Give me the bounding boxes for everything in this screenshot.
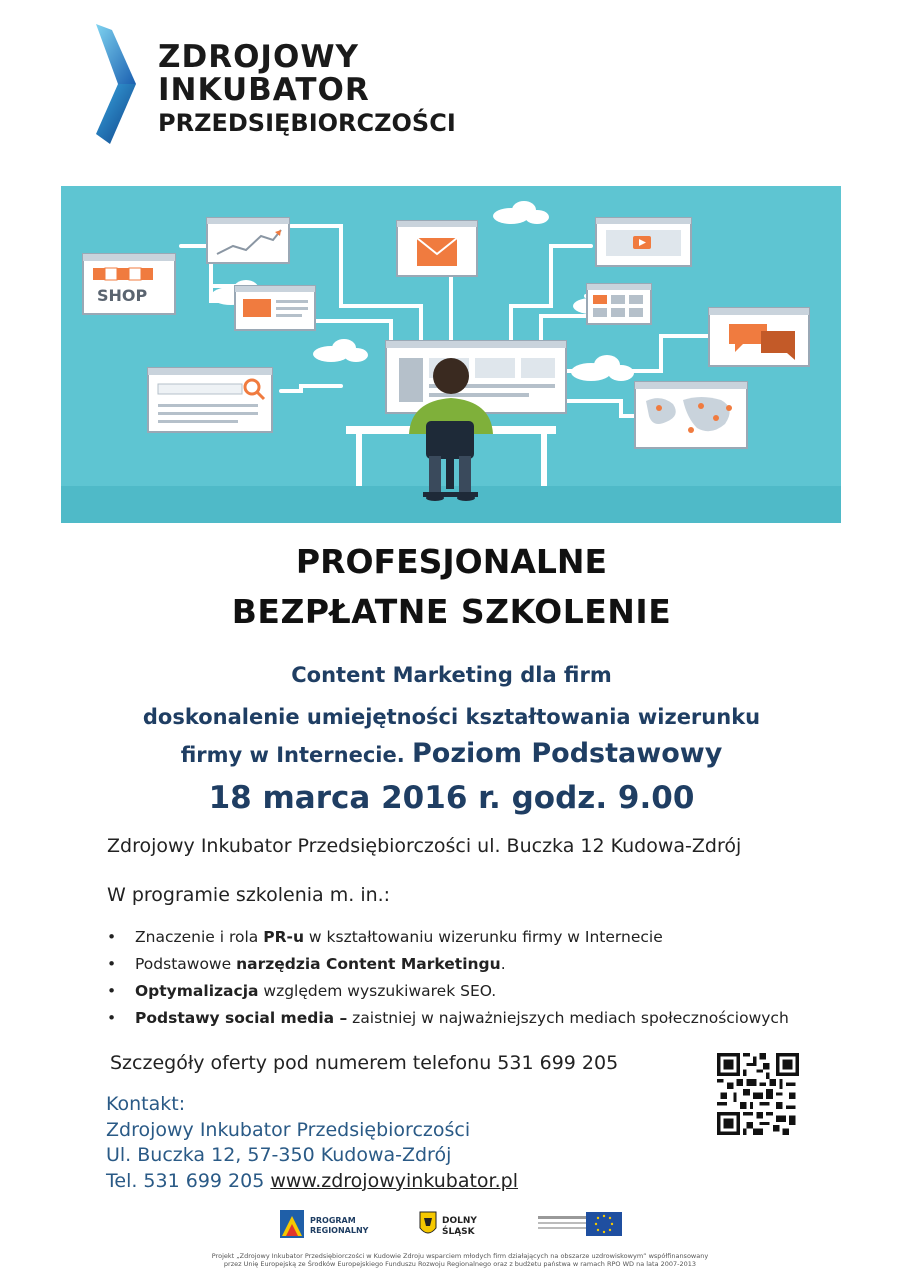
course-description-line-2 (0, 738, 903, 769)
footer-note-line-1: Projekt „Zdrojowy Inkubator Przedsiębiorczości w Kudowie Zdroju wsparciem młodych firm działających na obszarze uzdrowiskowym” współfinansowany (211, 1252, 709, 1260)
footer-note-line-2: przez Unię Europejską ze Środków Europejskiego Funduszu Rozwoju Regionalnego oraz z budżetu państwa w ramach RPO WD na lata 2007-2013 (223, 1260, 697, 1268)
footer-note (150, 1252, 770, 1268)
list-item: • Podstawy social media – zaistniej w najważniejszych mediach społecznościowych (107, 1009, 789, 1027)
contact-phone: Tel. 531 699 205 (106, 1169, 271, 1192)
eu-flag-logo (538, 1212, 622, 1236)
list-item: • Znaczenie i rola PR-u w kształtowaniu wizerunku firmy w Internecie (107, 928, 663, 946)
contact-label: Kontakt: (106, 1093, 186, 1115)
qr-code-icon[interactable] (717, 1053, 799, 1135)
program-regionalny-line-1: PROGRAM (310, 1216, 356, 1225)
course-level: Poziom Podstawowy (412, 738, 723, 769)
contact-street: Ul. Buczka 12, 57-350 Kudowa-Zdrój (106, 1144, 452, 1166)
program-intro: W programie szkolenia m. in.: (107, 884, 391, 906)
course-description-line-1: doskonalenie umiejętności kształtowania wizerunku (142, 705, 761, 729)
logo-mark-icon (88, 22, 146, 147)
course-description-text: firmy w Internecie. (180, 743, 405, 767)
event-date: 18 marca 2016 r. godz. 9.00 (208, 780, 695, 816)
course-title: Content Marketing dla firm (291, 663, 612, 687)
program-list (107, 926, 807, 1034)
dolny-slask-logo (420, 1212, 477, 1237)
logo-line-1: ZDROJOWY (158, 39, 359, 75)
title-line-2: BEZPŁATNE SZKOLENIE (231, 592, 672, 631)
phone-details: Szczegóły oferty pod numerem telefonu 531 699 205 (110, 1052, 619, 1074)
logo-line-2: INKUBATOR (158, 72, 370, 108)
dolny-slask-line-1: DOLNY (442, 1216, 477, 1226)
program-regionalny-logo (280, 1210, 369, 1238)
bullet-icon: • (107, 928, 117, 946)
dolny-slask-line-2: ŚLĄSK (442, 1227, 475, 1237)
bullet-icon: • (107, 955, 117, 973)
contact-phone-line (106, 1169, 518, 1195)
shop-label: SHOP (97, 286, 148, 305)
bullet-icon: • (107, 1009, 117, 1027)
contact-organization: Zdrojowy Inkubator Przedsiębiorczości (106, 1118, 471, 1141)
hero-illustration (61, 186, 841, 523)
content-marketing-illustration (61, 186, 841, 523)
bullet-icon: • (107, 982, 117, 1000)
logo (88, 22, 456, 147)
event-address: Zdrojowy Inkubator Przedsiębiorczości ul. Buczka 12 Kudowa-Zdrój (107, 835, 742, 857)
list-item: • Podstawowe narzędzia Content Marketingu. (107, 955, 506, 973)
list-item: • Optymalizacja względem wyszukiwarek SEO. (107, 982, 497, 1000)
website-link[interactable]: www.zdrojowyinkubator.pl (270, 1169, 519, 1192)
program-regionalny-line-2: REGIONALNY (310, 1226, 369, 1235)
logo-line-3: PRZEDSIĘBIORCZOŚCI (158, 109, 456, 137)
contact-block (106, 1092, 518, 1194)
title-line-1: PROFESJONALNE (295, 542, 608, 581)
footer-logos (280, 1206, 640, 1244)
logo-text (158, 39, 456, 137)
